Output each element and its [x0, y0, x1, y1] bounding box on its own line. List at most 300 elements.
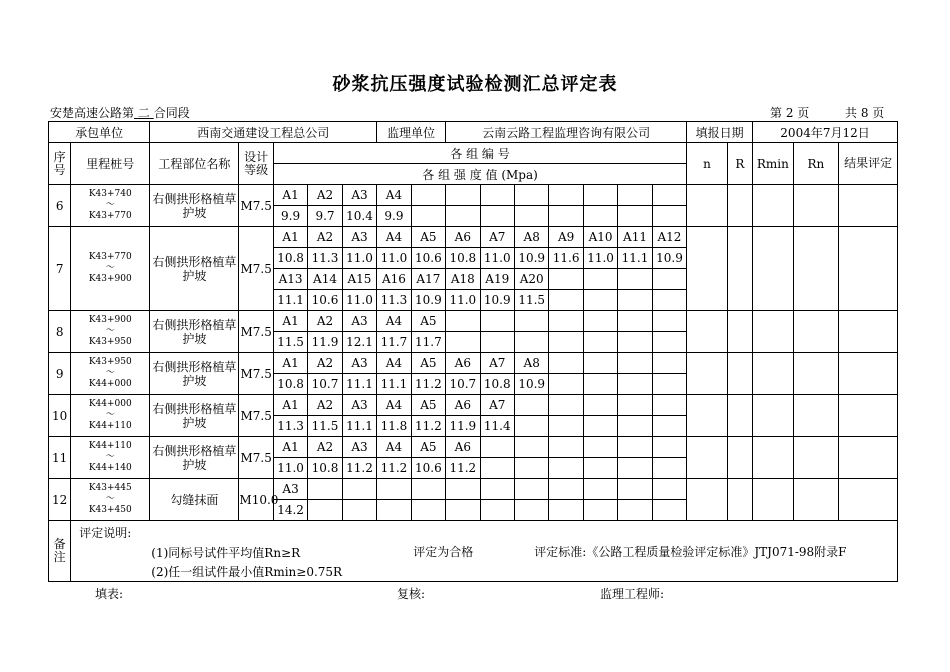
strength-value-cell: 11.1	[618, 248, 652, 269]
empty-cell	[446, 332, 480, 353]
table-row	[49, 185, 898, 206]
strength-value-cell: 11.9	[446, 416, 480, 437]
strength-value-cell: 11.5	[514, 290, 548, 311]
empty-cell	[583, 479, 617, 500]
station-cell	[71, 353, 150, 395]
strength-value-cell: 10.9	[480, 290, 514, 311]
rmin-cell	[753, 353, 794, 395]
rmin-cell	[753, 227, 794, 311]
strength-value-cell: 11.0	[583, 248, 617, 269]
date-label: 填报日期	[687, 122, 753, 143]
rn-cell	[793, 311, 839, 353]
result-cell	[839, 353, 898, 395]
result-cell	[839, 437, 898, 479]
info-row	[49, 122, 898, 143]
part-cell: 勾缝抹面	[150, 479, 239, 521]
empty-cell	[583, 395, 617, 416]
group-id-cell: A5	[411, 437, 445, 458]
empty-cell	[480, 458, 514, 479]
empty-cell	[618, 416, 652, 437]
strength-value-cell: 10.8	[446, 248, 480, 269]
station-cell	[71, 185, 150, 227]
seq-cell: 7	[49, 227, 71, 311]
group-no-header: 各 组 编 号	[273, 143, 686, 164]
n-cell	[687, 479, 728, 521]
station-tilde: ～	[105, 410, 115, 420]
rmin-cell	[753, 479, 794, 521]
empty-cell	[583, 332, 617, 353]
empty-cell	[618, 311, 652, 332]
strength-value-cell: 11.0	[377, 248, 411, 269]
empty-cell	[549, 458, 583, 479]
group-id-cell: A5	[411, 227, 445, 248]
strength-value-cell: 11.0	[342, 248, 376, 269]
empty-cell	[342, 479, 376, 500]
summary-table	[48, 121, 898, 582]
empty-cell	[583, 311, 617, 332]
strength-value-cell: 10.9	[514, 374, 548, 395]
strength-value-cell: 11.1	[273, 290, 307, 311]
empty-cell	[411, 206, 445, 227]
seq-cell: 6	[49, 185, 71, 227]
reviewer-label: 复核:	[397, 587, 426, 601]
group-id-cell: A1	[273, 311, 307, 332]
result-cell	[839, 185, 898, 227]
empty-cell	[652, 416, 686, 437]
group-id-cell: A8	[514, 353, 548, 374]
group-id-cell: A10	[583, 227, 617, 248]
group-id-cell: A7	[480, 227, 514, 248]
remarks-heading: 评定说明:	[79, 526, 132, 540]
strength-value-cell: 10.6	[411, 248, 445, 269]
empty-cell	[652, 374, 686, 395]
r-cell	[727, 437, 752, 479]
grade-header: 设计等级	[239, 143, 273, 185]
station-start: K44+110	[88, 441, 132, 451]
strength-value-cell: 10.6	[411, 458, 445, 479]
group-id-cell: A14	[308, 269, 342, 290]
station-tilde: ～	[105, 368, 115, 378]
station-end: K44+110	[88, 421, 132, 431]
station-cell	[71, 437, 150, 479]
empty-cell	[618, 395, 652, 416]
empty-cell	[549, 353, 583, 374]
strength-value-cell: 10.9	[652, 248, 686, 269]
empty-cell	[480, 479, 514, 500]
empty-cell	[652, 290, 686, 311]
n-cell	[687, 227, 728, 311]
empty-cell	[652, 311, 686, 332]
remarks-standard: 评定标准:《公路工程质量检验评定标准》JTJ071-98附录F	[534, 545, 847, 559]
remarks-verdict: 评定为合格	[413, 545, 474, 559]
table-row	[49, 311, 898, 332]
group-id-cell: A6	[446, 437, 480, 458]
station-tilde: ～	[105, 452, 115, 462]
rmin-cell	[753, 437, 794, 479]
empty-cell	[549, 395, 583, 416]
r-cell	[727, 395, 752, 437]
empty-cell	[549, 332, 583, 353]
part-cell: 右侧拱形格植草护坡	[150, 395, 239, 437]
empty-cell	[618, 458, 652, 479]
rmin-cell	[753, 395, 794, 437]
strength-value-cell: 11.2	[411, 374, 445, 395]
empty-cell	[549, 437, 583, 458]
group-id-cell: A18	[446, 269, 480, 290]
empty-cell	[583, 500, 617, 521]
empty-cell	[583, 185, 617, 206]
empty-cell	[652, 206, 686, 227]
group-id-cell: A5	[411, 395, 445, 416]
strength-value-cell: 11.7	[411, 332, 445, 353]
header-row-1	[49, 143, 898, 164]
n-cell	[687, 437, 728, 479]
empty-cell	[514, 185, 548, 206]
station-tilde: ～	[105, 200, 115, 210]
group-id-cell: A4	[377, 185, 411, 206]
strength-value-cell: 10.6	[308, 290, 342, 311]
strength-value-cell: 11.2	[446, 458, 480, 479]
empty-cell	[446, 206, 480, 227]
empty-cell	[652, 437, 686, 458]
station-start: K43+740	[88, 189, 132, 199]
group-id-cell: A1	[273, 395, 307, 416]
group-id-cell: A16	[377, 269, 411, 290]
empty-cell	[583, 458, 617, 479]
date-value: 2004年7月12日	[753, 122, 898, 143]
group-id-cell: A3	[342, 185, 376, 206]
empty-cell	[446, 500, 480, 521]
r-cell	[727, 185, 752, 227]
empty-cell	[308, 479, 342, 500]
group-id-cell: A7	[480, 353, 514, 374]
remarks-label: 备注	[49, 521, 71, 582]
station-start: K43+900	[88, 315, 132, 325]
section-suffix: 合同段	[153, 106, 190, 120]
empty-cell	[514, 479, 548, 500]
empty-cell	[480, 311, 514, 332]
empty-cell	[514, 311, 548, 332]
rmin-header: Rmin	[753, 143, 794, 185]
station-end: K43+770	[88, 211, 132, 221]
group-id-cell: A1	[273, 185, 307, 206]
rn-cell	[793, 227, 839, 311]
n-cell	[687, 311, 728, 353]
station-end: K44+000	[88, 379, 132, 389]
filler-label: 填表:	[95, 587, 124, 601]
empty-cell	[549, 479, 583, 500]
strength-value-cell: 10.7	[308, 374, 342, 395]
strength-value-cell: 11.0	[480, 248, 514, 269]
rn-cell	[793, 185, 839, 227]
strength-value-cell: 11.3	[377, 290, 411, 311]
empty-cell	[652, 500, 686, 521]
empty-cell	[618, 500, 652, 521]
group-id-cell: A15	[342, 269, 376, 290]
empty-cell	[377, 479, 411, 500]
empty-cell	[549, 500, 583, 521]
group-id-cell: A17	[411, 269, 445, 290]
group-id-cell: A6	[446, 395, 480, 416]
strength-value-cell: 11.5	[308, 416, 342, 437]
seq-cell: 12	[49, 479, 71, 521]
empty-cell	[514, 458, 548, 479]
group-id-cell: A3	[273, 479, 307, 500]
group-id-cell: A1	[273, 353, 307, 374]
empty-cell	[652, 479, 686, 500]
group-id-cell: A7	[480, 395, 514, 416]
grade-cell: M7.5	[239, 227, 273, 311]
group-id-cell: A4	[377, 395, 411, 416]
rn-cell	[793, 437, 839, 479]
table-row	[49, 479, 898, 500]
seq-cell: 10	[49, 395, 71, 437]
empty-cell	[377, 500, 411, 521]
station-end: K43+900	[88, 274, 132, 284]
r-cell	[727, 227, 752, 311]
empty-cell	[549, 269, 583, 290]
group-id-cell: A8	[514, 227, 548, 248]
page-number: 第 2 页	[770, 106, 810, 120]
empty-cell	[411, 500, 445, 521]
strength-value-cell: 12.1	[342, 332, 376, 353]
result-cell	[839, 395, 898, 437]
empty-cell	[514, 206, 548, 227]
strength-value-cell: 10.4	[342, 206, 376, 227]
empty-cell	[514, 500, 548, 521]
station-end: K43+450	[88, 505, 132, 515]
rn-cell	[793, 353, 839, 395]
page-title: 砂浆抗压强度试验检测汇总评定表	[332, 74, 618, 95]
empty-cell	[583, 416, 617, 437]
grade-cell: M7.5	[239, 437, 273, 479]
empty-cell	[618, 479, 652, 500]
group-id-cell: A3	[342, 311, 376, 332]
r-cell	[727, 479, 752, 521]
station-tilde: ～	[105, 494, 115, 504]
strength-value-cell: 11.0	[446, 290, 480, 311]
station-start: K43+950	[88, 357, 132, 367]
group-id-cell: A9	[549, 227, 583, 248]
empty-cell	[652, 458, 686, 479]
rmin-cell	[753, 311, 794, 353]
n-cell	[687, 185, 728, 227]
strength-value-cell: 11.2	[411, 416, 445, 437]
group-id-cell: A6	[446, 353, 480, 374]
group-id-cell: A3	[342, 353, 376, 374]
strength-value-cell: 11.7	[377, 332, 411, 353]
empty-cell	[514, 395, 548, 416]
contractor-value: 西南交通建设工程总公司	[150, 122, 377, 143]
station-start: K43+445	[88, 483, 132, 493]
group-id-cell: A4	[377, 353, 411, 374]
empty-cell	[446, 311, 480, 332]
group-id-cell: A3	[342, 437, 376, 458]
empty-cell	[342, 500, 376, 521]
empty-cell	[583, 269, 617, 290]
strength-value-cell: 11.0	[342, 290, 376, 311]
supervisor-value: 云南云路工程监理咨询有限公司	[446, 122, 687, 143]
strength-value-cell: 10.9	[514, 248, 548, 269]
empty-cell	[652, 353, 686, 374]
empty-cell	[618, 353, 652, 374]
seq-cell: 9	[49, 353, 71, 395]
empty-cell	[411, 479, 445, 500]
station-cell	[71, 227, 150, 311]
group-id-cell: A3	[342, 395, 376, 416]
n-header: n	[687, 143, 728, 185]
group-id-cell: A3	[342, 227, 376, 248]
strength-value-cell: 11.1	[377, 374, 411, 395]
strength-value-cell: 10.8	[308, 458, 342, 479]
empty-cell	[446, 185, 480, 206]
empty-cell	[514, 332, 548, 353]
station-cell	[71, 479, 150, 521]
empty-cell	[549, 185, 583, 206]
empty-cell	[583, 437, 617, 458]
empty-cell	[618, 437, 652, 458]
result-header: 结果评定	[839, 143, 898, 185]
strength-header: 各 组 强 度 值 (Mpa)	[273, 164, 686, 185]
strength-value-cell: 11.3	[273, 416, 307, 437]
empty-cell	[652, 269, 686, 290]
station-cell	[71, 311, 150, 353]
group-id-cell: A4	[377, 311, 411, 332]
part-cell: 右侧拱形格植草护坡	[150, 311, 239, 353]
n-cell	[687, 353, 728, 395]
strength-value-cell: 11.6	[549, 248, 583, 269]
station-end: K43+950	[88, 337, 132, 347]
empty-cell	[308, 500, 342, 521]
group-id-cell: A20	[514, 269, 548, 290]
rmin-cell	[753, 185, 794, 227]
empty-cell	[514, 416, 548, 437]
strength-value-cell: 11.2	[377, 458, 411, 479]
station-tilde: ～	[105, 326, 115, 336]
group-id-cell: A4	[377, 227, 411, 248]
empty-cell	[618, 206, 652, 227]
empty-cell	[480, 206, 514, 227]
empty-cell	[583, 374, 617, 395]
station-header: 里程桩号	[71, 143, 150, 185]
r-header: R	[727, 143, 752, 185]
group-id-cell: A1	[273, 437, 307, 458]
group-id-cell: A2	[308, 185, 342, 206]
remarks-body	[71, 521, 898, 582]
group-id-cell: A1	[273, 227, 307, 248]
group-id-cell: A2	[308, 395, 342, 416]
station-cell	[71, 395, 150, 437]
empty-cell	[618, 269, 652, 290]
empty-cell	[652, 395, 686, 416]
project-name: 安楚高速公路第	[50, 106, 135, 120]
station-start: K43+770	[88, 252, 132, 262]
station-start: K44+000	[88, 399, 132, 409]
r-cell	[727, 353, 752, 395]
supervisor-label: 监理单位	[377, 122, 446, 143]
strength-value-cell: 11.8	[377, 416, 411, 437]
remarks-rule-2: (2)任一组试件最小值Rmin≥0.75R	[151, 565, 343, 579]
section-number: 二	[137, 106, 150, 120]
empty-cell	[549, 206, 583, 227]
seq-cell: 11	[49, 437, 71, 479]
grade-cell: M10.0	[239, 479, 273, 521]
result-cell	[839, 227, 898, 311]
part-cell: 右侧拱形格植草护坡	[150, 185, 239, 227]
empty-cell	[583, 206, 617, 227]
empty-cell	[618, 332, 652, 353]
strength-value-cell: 11.0	[273, 458, 307, 479]
strength-value-cell: 9.9	[377, 206, 411, 227]
table-row	[49, 437, 898, 458]
group-id-cell: A4	[377, 437, 411, 458]
table-row	[49, 227, 898, 248]
group-id-cell: A2	[308, 353, 342, 374]
strength-value-cell: 11.1	[342, 416, 376, 437]
empty-cell	[549, 290, 583, 311]
empty-cell	[480, 500, 514, 521]
empty-cell	[583, 353, 617, 374]
empty-cell	[549, 374, 583, 395]
n-cell	[687, 395, 728, 437]
empty-cell	[618, 290, 652, 311]
strength-value-cell: 11.1	[342, 374, 376, 395]
empty-cell	[583, 290, 617, 311]
remarks-rule-1: (1)同标号试件平均值Rn≥R	[151, 546, 301, 560]
seq-header: 序号	[49, 143, 71, 185]
grade-cell: M7.5	[239, 185, 273, 227]
empty-cell	[480, 437, 514, 458]
strength-value-cell: 10.7	[446, 374, 480, 395]
rn-cell	[793, 479, 839, 521]
empty-cell	[549, 311, 583, 332]
strength-value-cell: 11.5	[273, 332, 307, 353]
station-end: K44+140	[88, 463, 132, 473]
remarks-row	[49, 521, 898, 582]
strength-value-cell: 10.9	[411, 290, 445, 311]
empty-cell	[652, 185, 686, 206]
result-cell	[839, 479, 898, 521]
rn-header: Rn	[793, 143, 839, 185]
part-cell: 右侧拱形格植草护坡	[150, 437, 239, 479]
page-total: 共 8 页	[845, 106, 885, 120]
strength-value-cell: 11.3	[308, 248, 342, 269]
strength-value-cell: 11.4	[480, 416, 514, 437]
group-id-cell: A12	[652, 227, 686, 248]
table-row	[49, 353, 898, 374]
group-id-cell: A6	[446, 227, 480, 248]
empty-cell	[411, 185, 445, 206]
group-id-cell: A13	[273, 269, 307, 290]
r-cell	[727, 311, 752, 353]
empty-cell	[618, 374, 652, 395]
empty-cell	[618, 185, 652, 206]
strength-value-cell: 14.2	[273, 500, 307, 521]
contractor-label: 承包单位	[49, 122, 150, 143]
grade-cell: M7.5	[239, 353, 273, 395]
empty-cell	[446, 479, 480, 500]
group-id-cell: A5	[411, 311, 445, 332]
strength-value-cell: 10.8	[273, 374, 307, 395]
part-header: 工程部位名称	[150, 143, 239, 185]
grade-cell: M7.5	[239, 395, 273, 437]
strength-value-cell: 11.2	[342, 458, 376, 479]
group-id-cell: A11	[618, 227, 652, 248]
rn-cell	[793, 395, 839, 437]
part-cell: 右侧拱形格植草护坡	[150, 353, 239, 395]
empty-cell	[480, 185, 514, 206]
group-id-cell: A19	[480, 269, 514, 290]
